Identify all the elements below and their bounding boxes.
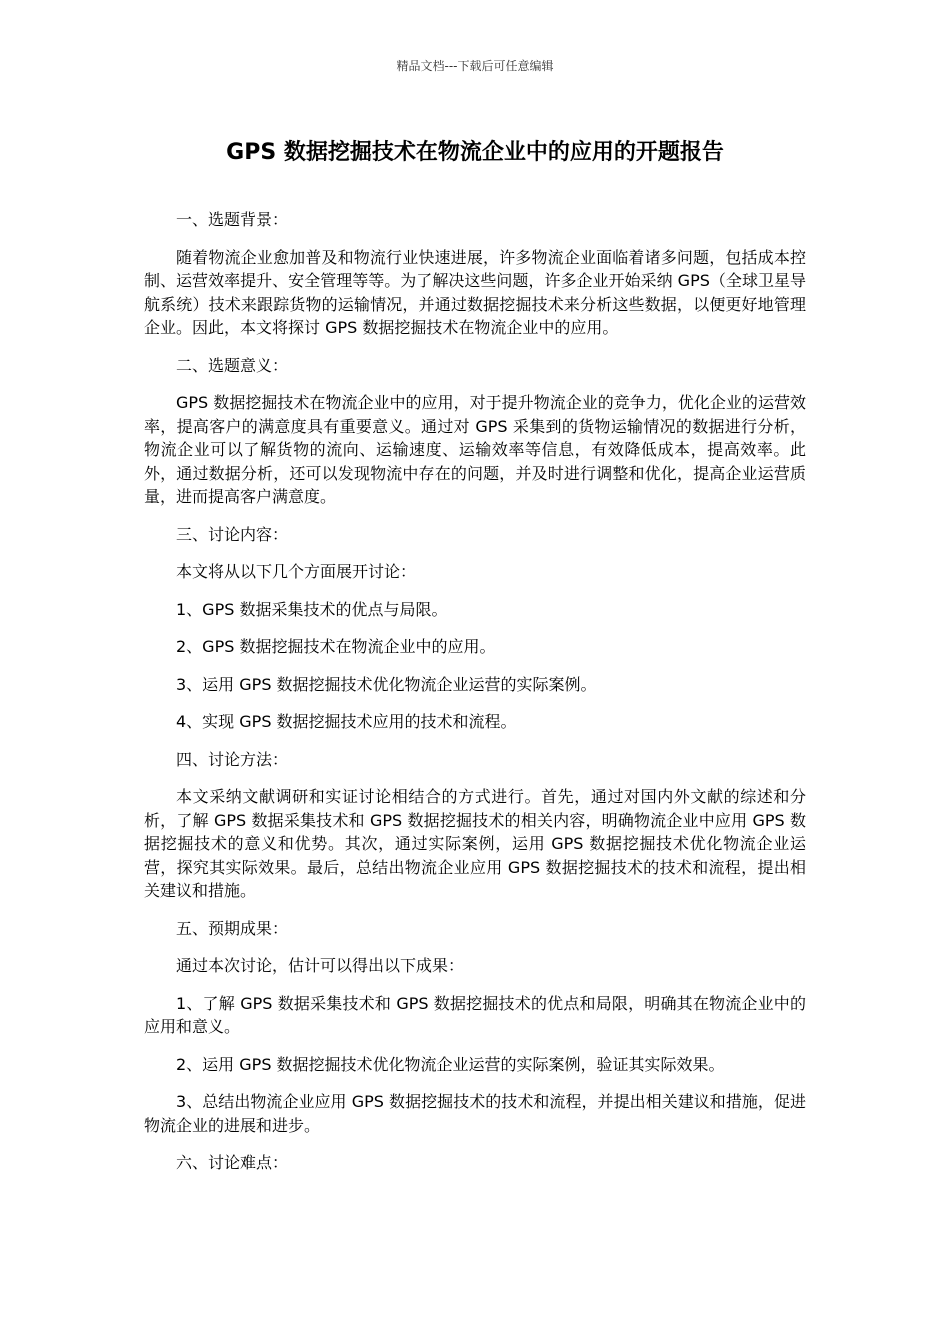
document-title: GPS 数据挖掘技术在物流企业中的应用的开题报告 [226, 140, 724, 165]
section-heading-difficulties: 六、讨论难点： [176, 1153, 289, 1172]
document-body [144, 208, 806, 1189]
list-item: 3、总结出物流企业应用 GPS 数据挖掘技术的技术和流程，并提出相关建议和措施，促进物流企业的进展和进步。 [144, 1092, 806, 1135]
section-heading-content: 三、讨论内容： [176, 524, 289, 544]
list-item: 3、运用 GPS 数据挖掘技术优化物流企业运营的实际案例。 [176, 674, 597, 694]
section-heading-significance: 二、选题意义： [176, 355, 289, 375]
section-heading-method: 四、讨论方法： [176, 749, 289, 769]
list-item: 2、运用 GPS 数据挖掘技术优化物流企业运营的实际案例，验证其实际效果。 [176, 1054, 725, 1074]
paragraph-outcomes-intro: 通过本次讨论，估计可以得出以下成果： [176, 956, 465, 975]
page-header: 精品文档---下载后可任意编辑 [396, 59, 554, 73]
section-heading-outcomes: 五、预期成果： [176, 918, 289, 938]
list-item: 1、了解 GPS 数据采集技术和 GPS 数据挖掘技术的优点和局限，明确其在物流企业中的应用和意义。 [144, 993, 806, 1036]
paragraph-content-intro: 本文将从以下几个方面展开讨论： [176, 562, 417, 581]
paragraph-background: 随着物流企业愈加普及和物流行业快速进展，许多物流企业面临着诸多问题，包括成本控制、运营效率提升、安全管理等等。为了解决这些问题，许多企业开始采纳 GPS（全球卫星导航系统）技术来跟踪货物的运输情况，并通过数据挖掘技术来分析这些数据，以便更好地管理企业。因此，本文将探讨 GPS 数据挖掘技术在物流企业中的应用。 [144, 247, 806, 337]
paragraph-significance: GPS 数据挖掘技术在物流企业中的应用，对于提升物流企业的竞争力，优化企业的运营效率，提高客户的满意度具有重要意义。通过对 GPS 采集到的货物运输情况的数据进行分析，物流企业可以了解货物的流向、运输速度、运输效率等信息，有效降低成本，提高效率。此外，通过数据分析，还可以发现物流中存在的问题，并及时进行调整和优化，提高企业运营质量，进而提高客户满意度。 [144, 393, 806, 506]
list-item: 1、GPS 数据采集技术的优点与局限。 [176, 599, 448, 619]
section-heading-background: 一、选题背景： [176, 210, 289, 229]
list-item: 4、实现 GPS 数据挖掘技术应用的技术和流程。 [176, 712, 517, 731]
list-item: 2、GPS 数据挖掘技术在物流企业中的应用。 [176, 637, 496, 656]
paragraph-method: 本文采纳文献调研和实证讨论相结合的方式进行。首先，通过对国内外文献的综述和分析，了解 GPS 数据采集技术和 GPS 数据挖掘技术的相关内容，明确物流企业中应用 GPS 数据挖掘技术的意义和优势。其次，通过实际案例，运用 GPS 数据挖掘技术优化物流企业运营，探究其实际效果。最后，总结出物流企业应用 GPS 数据挖掘技术的技术和流程，提出相关建议和措施。 [144, 787, 806, 900]
